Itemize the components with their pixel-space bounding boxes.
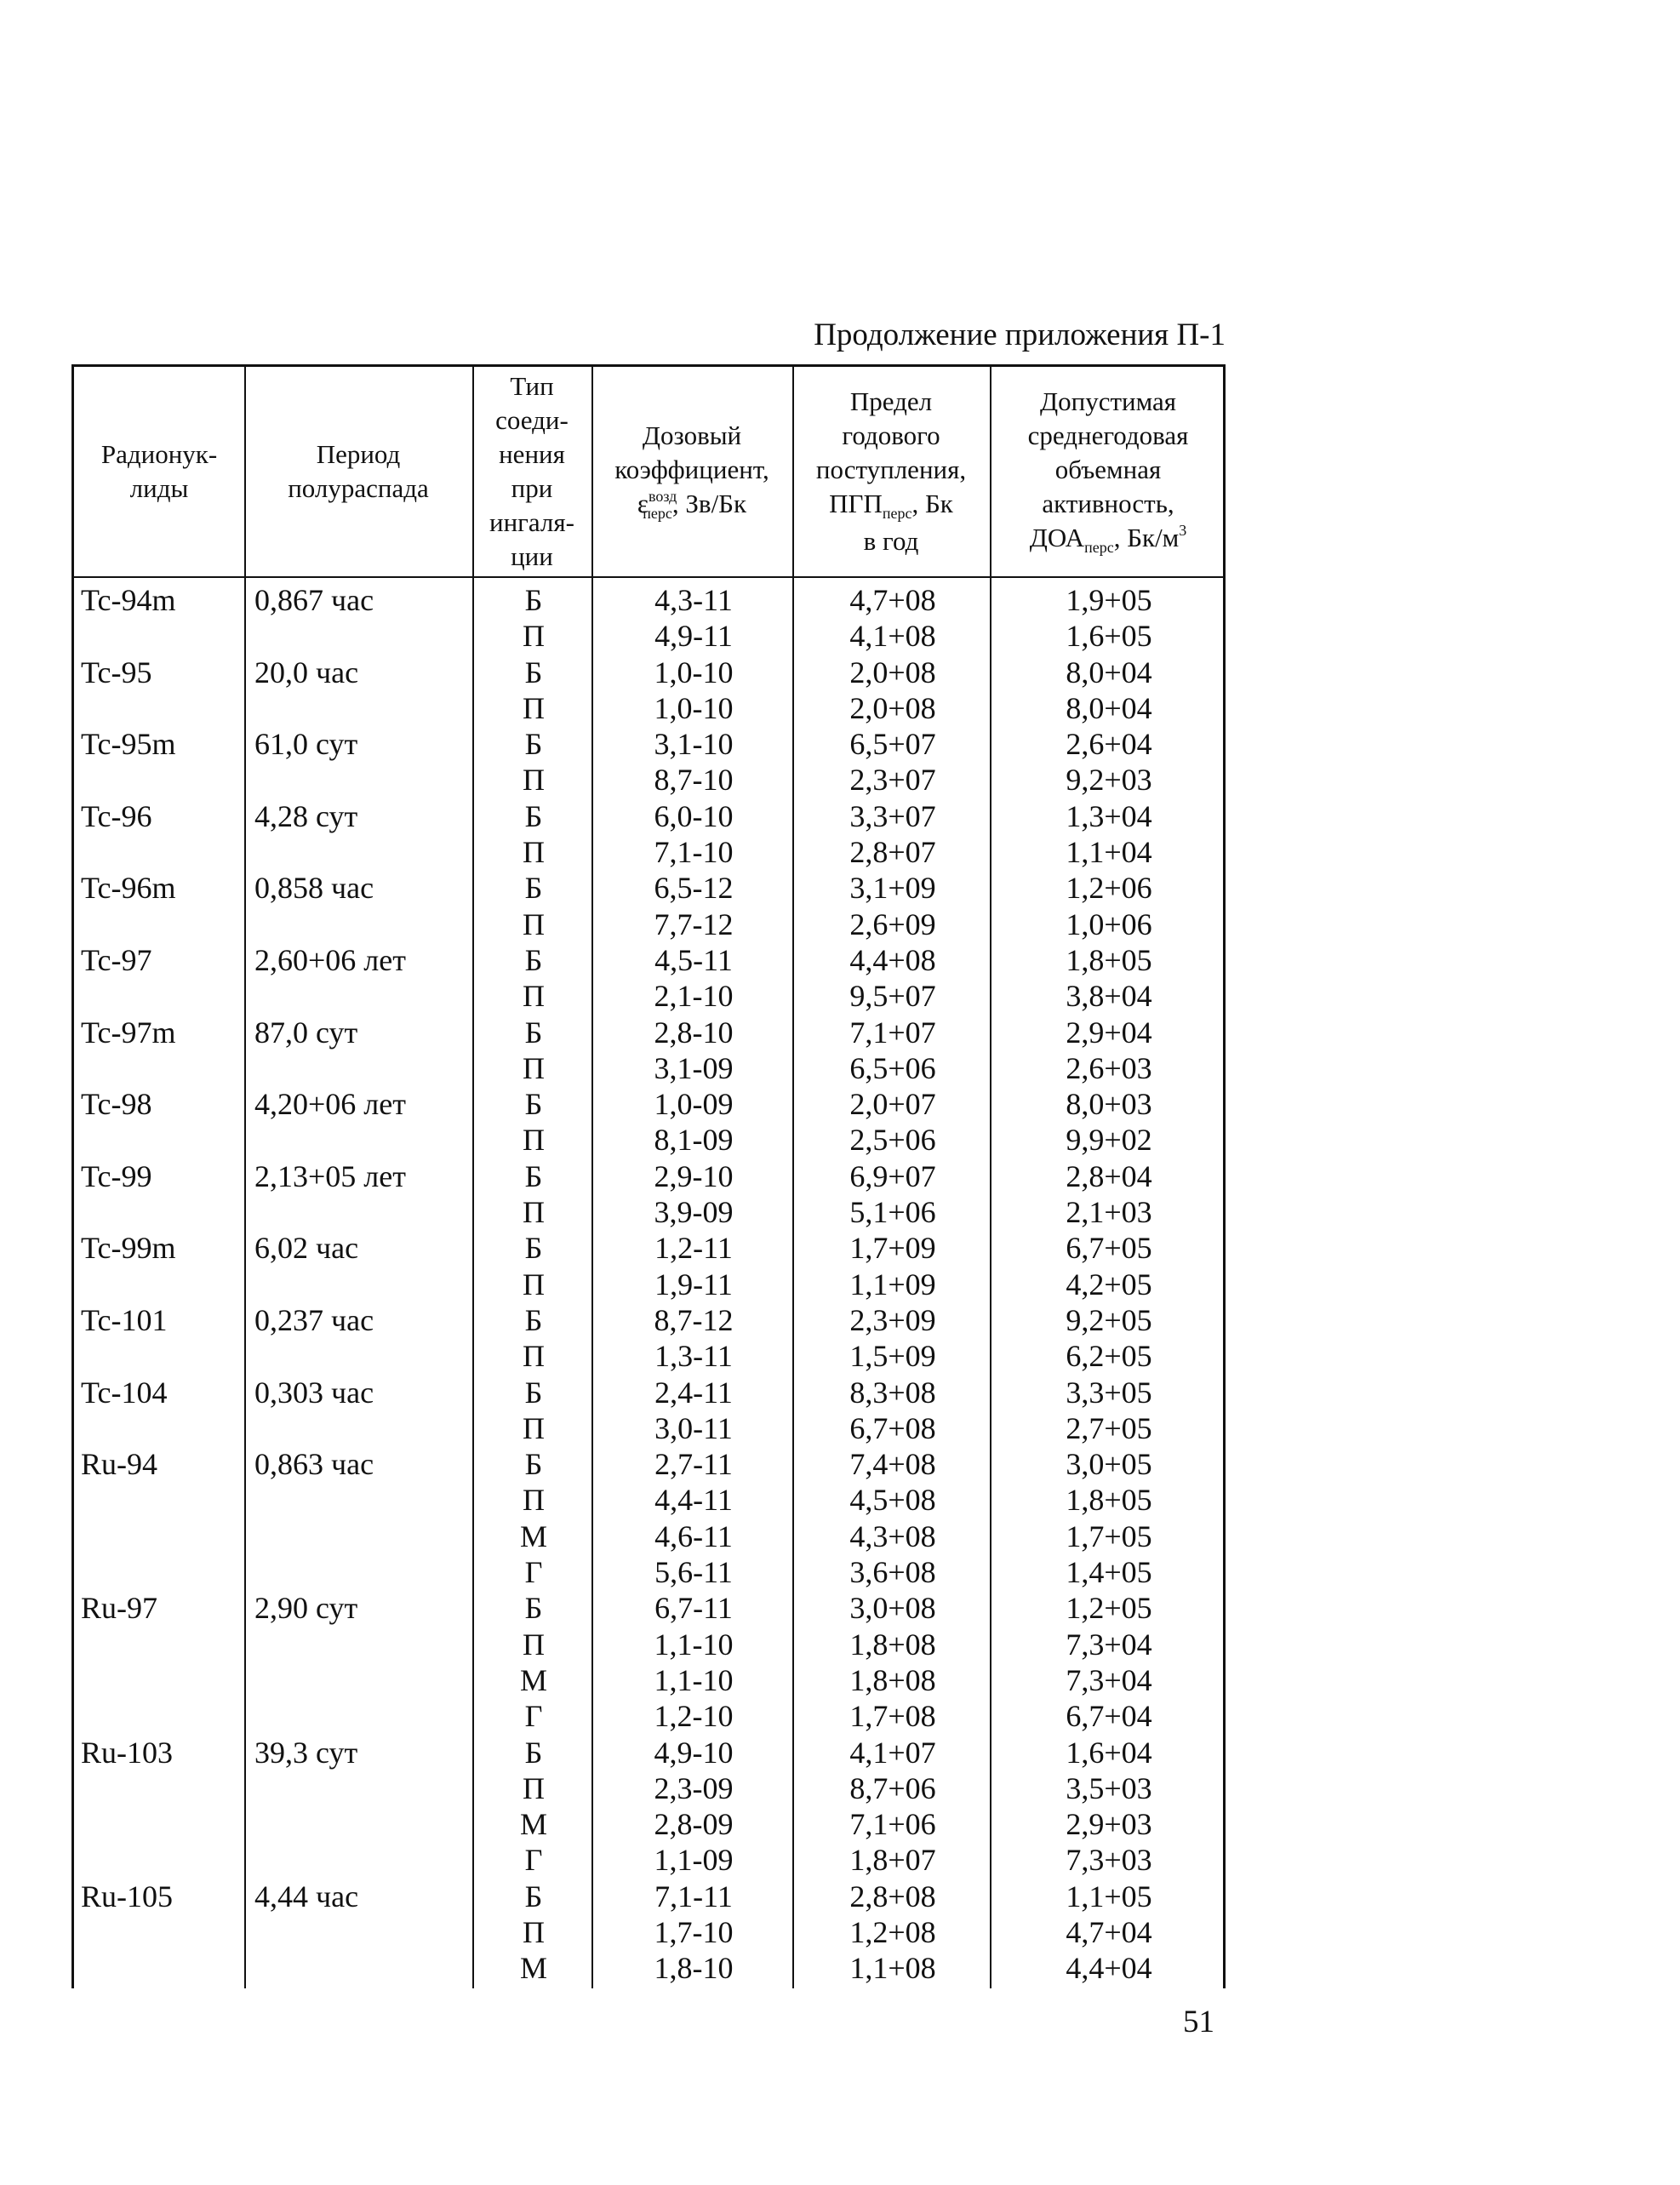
table-row — [74, 1806, 1223, 1842]
cell-dose-coefficient: 1,1-10 — [654, 1627, 734, 1662]
cell-half-life: 0,867 час — [254, 583, 374, 617]
cell-compound-type: П — [523, 763, 545, 798]
cell-radionuclide: Tc-98 — [81, 1087, 152, 1122]
cell-permissible-activity: 7,3+04 — [1066, 1662, 1152, 1697]
cell-compound-type: М — [519, 1519, 547, 1553]
cell-radionuclide: Tc-99m — [81, 1231, 176, 1266]
cell-compound-type: Б — [524, 1375, 543, 1410]
cell-annual-intake-limit: 4,1+07 — [849, 1735, 936, 1770]
cell-permissible-activity: 9,2+05 — [1066, 1302, 1152, 1337]
cell-permissible-activity: 3,3+05 — [1066, 1375, 1152, 1410]
cell-permissible-activity: 6,7+04 — [1066, 1699, 1152, 1734]
cell-annual-intake-limit: 1,8+08 — [849, 1627, 936, 1662]
cell-dose-coefficient: 1,1-09 — [654, 1843, 734, 1878]
cell-dose-coefficient: 1,1-10 — [654, 1662, 734, 1697]
table-row — [74, 1230, 1223, 1266]
table-row — [74, 1879, 1223, 1914]
cell-compound-type: Б — [524, 1158, 543, 1193]
table-row — [74, 907, 1223, 942]
cell-half-life: 4,44 час — [254, 1879, 359, 1913]
table-row — [74, 655, 1223, 690]
table-row — [74, 690, 1223, 726]
cell-permissible-activity: 4,4+04 — [1066, 1951, 1152, 1986]
cell-compound-type: М — [519, 1951, 547, 1986]
header-half-life: Период полураспада — [288, 439, 429, 503]
table-row — [74, 870, 1223, 906]
cell-dose-coefficient: 4,9-10 — [654, 1735, 734, 1770]
cell-half-life: 87,0 сут — [254, 1015, 358, 1050]
cell-half-life: 0,858 час — [254, 871, 374, 906]
table-row — [74, 1086, 1223, 1122]
cell-compound-type: Б — [524, 1302, 543, 1337]
cell-dose-coefficient: 2,8-10 — [654, 1015, 734, 1050]
table-row — [74, 1698, 1223, 1734]
cell-dose-coefficient: 3,9-09 — [654, 1195, 734, 1230]
cell-annual-intake-limit: 1,7+09 — [849, 1231, 936, 1266]
cell-compound-type: М — [519, 1807, 547, 1842]
cell-half-life: 20,0 час — [254, 655, 359, 689]
cell-dose-coefficient: 1,9-11 — [654, 1267, 733, 1301]
cell-annual-intake-limit: 7,1+06 — [849, 1807, 936, 1842]
cell-compound-type: Б — [524, 871, 543, 906]
cell-dose-coefficient: 7,1-10 — [654, 835, 734, 870]
table-row — [74, 1554, 1223, 1590]
cell-compound-type: П — [523, 1195, 545, 1230]
table-row — [74, 1735, 1223, 1770]
cell-annual-intake-limit: 1,8+07 — [849, 1843, 936, 1878]
cell-half-life: 4,28 сут — [254, 798, 358, 833]
table-row — [74, 1375, 1223, 1410]
cell-dose-coefficient: 8,7-10 — [654, 763, 734, 798]
cell-annual-intake-limit: 4,5+08 — [849, 1483, 936, 1518]
cell-compound-type: П — [523, 979, 545, 1014]
cell-dose-coefficient: 2,4-11 — [654, 1375, 733, 1410]
cell-permissible-activity: 1,1+05 — [1066, 1879, 1152, 1913]
header-divider — [74, 576, 1223, 578]
table-row — [74, 1627, 1223, 1662]
cell-half-life: 61,0 сут — [254, 727, 358, 762]
page-number: 51 — [1183, 2005, 1214, 2039]
cell-permissible-activity: 1,1+04 — [1066, 835, 1152, 870]
table-row — [74, 1338, 1223, 1374]
table-row — [74, 1950, 1223, 1986]
cell-permissible-activity: 1,8+05 — [1066, 1483, 1152, 1518]
cell-dose-coefficient: 1,3-11 — [654, 1339, 733, 1374]
cell-annual-intake-limit: 1,7+08 — [849, 1699, 936, 1734]
table-row — [74, 1122, 1223, 1158]
table-row — [74, 1842, 1223, 1878]
cell-compound-type: Б — [524, 942, 543, 977]
table-row — [74, 582, 1223, 618]
cell-compound-type: Г — [524, 1555, 543, 1590]
cell-permissible-activity: 1,3+04 — [1066, 798, 1152, 833]
cell-radionuclide: Tc-96 — [81, 798, 152, 833]
cell-half-life: 39,3 сут — [254, 1735, 358, 1770]
cell-compound-type: Б — [524, 655, 543, 689]
cell-permissible-activity: 3,8+04 — [1066, 979, 1152, 1014]
cell-dose-coefficient: 8,7-12 — [654, 1302, 734, 1337]
cell-compound-type: П — [523, 1483, 545, 1518]
cell-compound-type: П — [523, 1627, 545, 1662]
cell-dose-coefficient: 2,3-09 — [654, 1770, 734, 1805]
cell-dose-coefficient: 7,7-12 — [654, 907, 734, 941]
cell-compound-type: П — [523, 619, 545, 654]
cell-radionuclide: Tc-104 — [81, 1375, 168, 1410]
cell-permissible-activity: 1,9+05 — [1066, 583, 1152, 617]
cell-compound-type: Б — [524, 1879, 543, 1913]
cell-annual-intake-limit: 1,8+08 — [849, 1662, 936, 1697]
cell-radionuclide: Tc-97 — [81, 942, 152, 977]
cell-radionuclide: Tc-95 — [81, 655, 152, 689]
cell-annual-intake-limit: 2,0+07 — [849, 1087, 936, 1122]
cell-compound-type: П — [523, 835, 545, 870]
cell-permissible-activity: 8,0+04 — [1066, 690, 1152, 725]
cell-compound-type: П — [523, 1267, 545, 1301]
cell-compound-type: Б — [524, 1447, 543, 1482]
header-dose-coefficient: Дозовый коэффициент, $\varepsilon^{возд}_{перс}$, Зв/Бк — [614, 420, 769, 522]
table-row — [74, 1158, 1223, 1194]
cell-radionuclide: Ru-105 — [81, 1879, 173, 1913]
table-row — [74, 726, 1223, 762]
cell-compound-type: П — [523, 1050, 545, 1085]
cell-half-life: 2,13+05 лет — [254, 1158, 406, 1193]
cell-permissible-activity: 1,4+05 — [1066, 1555, 1152, 1590]
cell-radionuclide: Tc-94m — [81, 583, 176, 617]
cell-compound-type: П — [523, 907, 545, 941]
table-row — [74, 978, 1223, 1014]
table-row — [74, 1770, 1223, 1806]
header-compound-type: Тип соеди- нения при ингаля- ции — [489, 371, 574, 571]
cell-annual-intake-limit: 3,1+09 — [849, 871, 936, 906]
cell-radionuclide: Tc-99 — [81, 1158, 152, 1193]
cell-permissible-activity: 4,7+04 — [1066, 1914, 1152, 1949]
cell-permissible-activity: 6,7+05 — [1066, 1231, 1152, 1266]
cell-permissible-activity: 9,9+02 — [1066, 1123, 1152, 1158]
cell-annual-intake-limit: 1,5+09 — [849, 1339, 936, 1374]
cell-dose-coefficient: 6,0-10 — [654, 798, 734, 833]
cell-dose-coefficient: 6,5-12 — [654, 871, 734, 906]
cell-dose-coefficient: 2,8-09 — [654, 1807, 734, 1842]
cell-half-life: 6,02 час — [254, 1231, 359, 1266]
cell-dose-coefficient: 1,0-09 — [654, 1087, 734, 1122]
cell-annual-intake-limit: 1,1+08 — [849, 1951, 936, 1986]
cell-permissible-activity: 8,0+03 — [1066, 1087, 1152, 1122]
cell-annual-intake-limit: 2,0+08 — [849, 655, 936, 689]
cell-annual-intake-limit: 9,5+07 — [849, 979, 936, 1014]
cell-dose-coefficient: 4,5-11 — [654, 942, 733, 977]
cell-permissible-activity: 1,0+06 — [1066, 907, 1152, 941]
table-body — [74, 582, 1223, 1987]
cell-annual-intake-limit: 6,5+06 — [849, 1050, 936, 1085]
cell-annual-intake-limit: 4,7+08 — [849, 583, 936, 617]
cell-half-life: 4,20+06 лет — [254, 1087, 406, 1122]
cell-permissible-activity: 2,8+04 — [1066, 1158, 1152, 1193]
cell-permissible-activity: 2,7+05 — [1066, 1410, 1152, 1445]
cell-annual-intake-limit: 3,6+08 — [849, 1555, 936, 1590]
cell-dose-coefficient: 6,7-11 — [654, 1591, 733, 1626]
table-row — [74, 1590, 1223, 1626]
cell-dose-coefficient: 4,4-11 — [654, 1483, 733, 1518]
cell-permissible-activity: 1,8+05 — [1066, 942, 1152, 977]
cell-annual-intake-limit: 6,5+07 — [849, 727, 936, 762]
cell-compound-type: П — [523, 1410, 545, 1445]
radionuclide-table — [71, 364, 1226, 1988]
cell-dose-coefficient: 3,0-11 — [654, 1410, 733, 1445]
table-caption: Продолжение приложения П-1 — [814, 317, 1226, 352]
cell-annual-intake-limit: 1,2+08 — [849, 1914, 936, 1949]
cell-annual-intake-limit: 8,7+06 — [849, 1770, 936, 1805]
cell-dose-coefficient: 4,3-11 — [654, 583, 733, 617]
cell-permissible-activity: 7,3+03 — [1066, 1843, 1152, 1878]
cell-permissible-activity: 3,0+05 — [1066, 1447, 1152, 1482]
cell-compound-type: П — [523, 1770, 545, 1805]
cell-annual-intake-limit: 5,1+06 — [849, 1195, 936, 1230]
cell-radionuclide: Ru-103 — [81, 1735, 173, 1770]
table-row — [74, 1015, 1223, 1050]
cell-dose-coefficient: 2,7-11 — [654, 1447, 733, 1482]
cell-dose-coefficient: 4,6-11 — [654, 1519, 733, 1553]
table-row — [74, 1914, 1223, 1950]
cell-radionuclide: Tc-97m — [81, 1015, 176, 1050]
cell-radionuclide: Ru-97 — [81, 1591, 157, 1626]
cell-annual-intake-limit: 7,4+08 — [849, 1447, 936, 1482]
cell-compound-type: Б — [524, 798, 543, 833]
cell-dose-coefficient: 1,7-10 — [654, 1914, 734, 1949]
cell-dose-coefficient: 1,8-10 — [654, 1951, 734, 1986]
cell-half-life: 0,237 час — [254, 1302, 374, 1337]
table-row — [74, 1267, 1223, 1302]
cell-compound-type: П — [523, 1123, 545, 1158]
table-row — [74, 618, 1223, 654]
table-row — [74, 1446, 1223, 1482]
cell-dose-coefficient: 3,1-09 — [654, 1050, 734, 1085]
cell-annual-intake-limit: 3,3+07 — [849, 798, 936, 833]
cell-compound-type: Б — [524, 1735, 543, 1770]
table-row — [74, 1662, 1223, 1698]
cell-annual-intake-limit: 7,1+07 — [849, 1015, 936, 1050]
cell-permissible-activity: 1,6+04 — [1066, 1735, 1152, 1770]
cell-annual-intake-limit: 3,0+08 — [849, 1591, 936, 1626]
cell-compound-type: М — [519, 1662, 547, 1697]
cell-dose-coefficient: 4,9-11 — [654, 619, 733, 654]
cell-permissible-activity: 1,2+06 — [1066, 871, 1152, 906]
cell-compound-type: Б — [524, 1591, 543, 1626]
cell-annual-intake-limit: 2,8+07 — [849, 835, 936, 870]
cell-compound-type: Б — [524, 1015, 543, 1050]
cell-annual-intake-limit: 1,1+09 — [849, 1267, 936, 1301]
cell-annual-intake-limit: 4,3+08 — [849, 1519, 936, 1553]
cell-annual-intake-limit: 4,1+08 — [849, 619, 936, 654]
cell-half-life: 2,90 сут — [254, 1591, 358, 1626]
cell-permissible-activity: 2,6+03 — [1066, 1050, 1152, 1085]
cell-annual-intake-limit: 2,0+08 — [849, 690, 936, 725]
cell-compound-type: П — [523, 1914, 545, 1949]
cell-annual-intake-limit: 8,3+08 — [849, 1375, 936, 1410]
header-radionuclides: Радионук- лиды — [100, 439, 218, 503]
table-row — [74, 1050, 1223, 1086]
cell-dose-coefficient: 1,2-11 — [654, 1231, 733, 1266]
cell-permissible-activity: 1,6+05 — [1066, 619, 1152, 654]
cell-dose-coefficient: 2,9-10 — [654, 1158, 734, 1193]
cell-permissible-activity: 2,1+03 — [1066, 1195, 1152, 1230]
cell-annual-intake-limit: 4,4+08 — [849, 942, 936, 977]
cell-radionuclide: Tc-96m — [81, 871, 176, 906]
cell-dose-coefficient: 8,1-09 — [654, 1123, 734, 1158]
table-row — [74, 1302, 1223, 1338]
cell-permissible-activity: 2,9+03 — [1066, 1807, 1152, 1842]
cell-annual-intake-limit: 2,3+07 — [849, 763, 936, 798]
cell-permissible-activity: 9,2+03 — [1066, 763, 1152, 798]
cell-half-life: 0,303 час — [254, 1375, 374, 1410]
cell-dose-coefficient: 1,2-10 — [654, 1699, 734, 1734]
cell-compound-type: П — [523, 690, 545, 725]
cell-permissible-activity: 6,2+05 — [1066, 1339, 1152, 1374]
cell-permissible-activity: 1,7+05 — [1066, 1519, 1152, 1553]
table-row — [74, 1194, 1223, 1230]
cell-annual-intake-limit: 6,9+07 — [849, 1158, 936, 1193]
table-row — [74, 762, 1223, 798]
table-row — [74, 942, 1223, 978]
cell-annual-intake-limit: 2,3+09 — [849, 1302, 936, 1337]
cell-permissible-activity: 7,3+04 — [1066, 1627, 1152, 1662]
cell-permissible-activity: 2,9+04 — [1066, 1015, 1152, 1050]
cell-half-life: 0,863 час — [254, 1447, 374, 1482]
header-permissible-activity: Допустимая среднегодовая объемная активность, $ДОА_{перс}$, $Бк/м^3$ — [1027, 386, 1189, 556]
cell-compound-type: П — [523, 1339, 545, 1374]
table-row — [74, 834, 1223, 870]
cell-dose-coefficient: 3,1-10 — [654, 727, 734, 762]
cell-permissible-activity: 1,2+05 — [1066, 1591, 1152, 1626]
header-annual-intake-limit: Предел годового поступления, $ПГП_{перс}$, Бк в год — [815, 386, 967, 556]
cell-permissible-activity: 3,5+03 — [1066, 1770, 1152, 1805]
cell-compound-type: Б — [524, 583, 543, 617]
cell-compound-type: Б — [524, 1231, 543, 1266]
cell-compound-type: Б — [524, 727, 543, 762]
table-row — [74, 798, 1223, 834]
cell-permissible-activity: 4,2+05 — [1066, 1267, 1152, 1301]
cell-radionuclide: Ru-94 — [81, 1447, 157, 1482]
cell-compound-type: Г — [524, 1699, 543, 1734]
cell-compound-type: Б — [524, 1087, 543, 1122]
cell-compound-type: Г — [524, 1843, 543, 1878]
cell-annual-intake-limit: 2,5+06 — [849, 1123, 936, 1158]
cell-radionuclide: Tc-101 — [81, 1302, 168, 1337]
cell-permissible-activity: 2,6+04 — [1066, 727, 1152, 762]
cell-permissible-activity: 8,0+04 — [1066, 655, 1152, 689]
cell-annual-intake-limit: 2,6+09 — [849, 907, 936, 941]
cell-annual-intake-limit: 6,7+08 — [849, 1410, 936, 1445]
table-row — [74, 1519, 1223, 1554]
table-row — [74, 1410, 1223, 1446]
cell-dose-coefficient: 5,6-11 — [654, 1555, 733, 1590]
cell-dose-coefficient: 1,0-10 — [654, 690, 734, 725]
table-row — [74, 1482, 1223, 1518]
cell-dose-coefficient: 7,1-11 — [654, 1879, 733, 1913]
cell-dose-coefficient: 1,0-10 — [654, 655, 734, 689]
cell-dose-coefficient: 2,1-10 — [654, 979, 734, 1014]
cell-radionuclide: Tc-95m — [81, 727, 176, 762]
cell-annual-intake-limit: 2,8+08 — [849, 1879, 936, 1913]
cell-half-life: 2,60+06 лет — [254, 942, 406, 977]
